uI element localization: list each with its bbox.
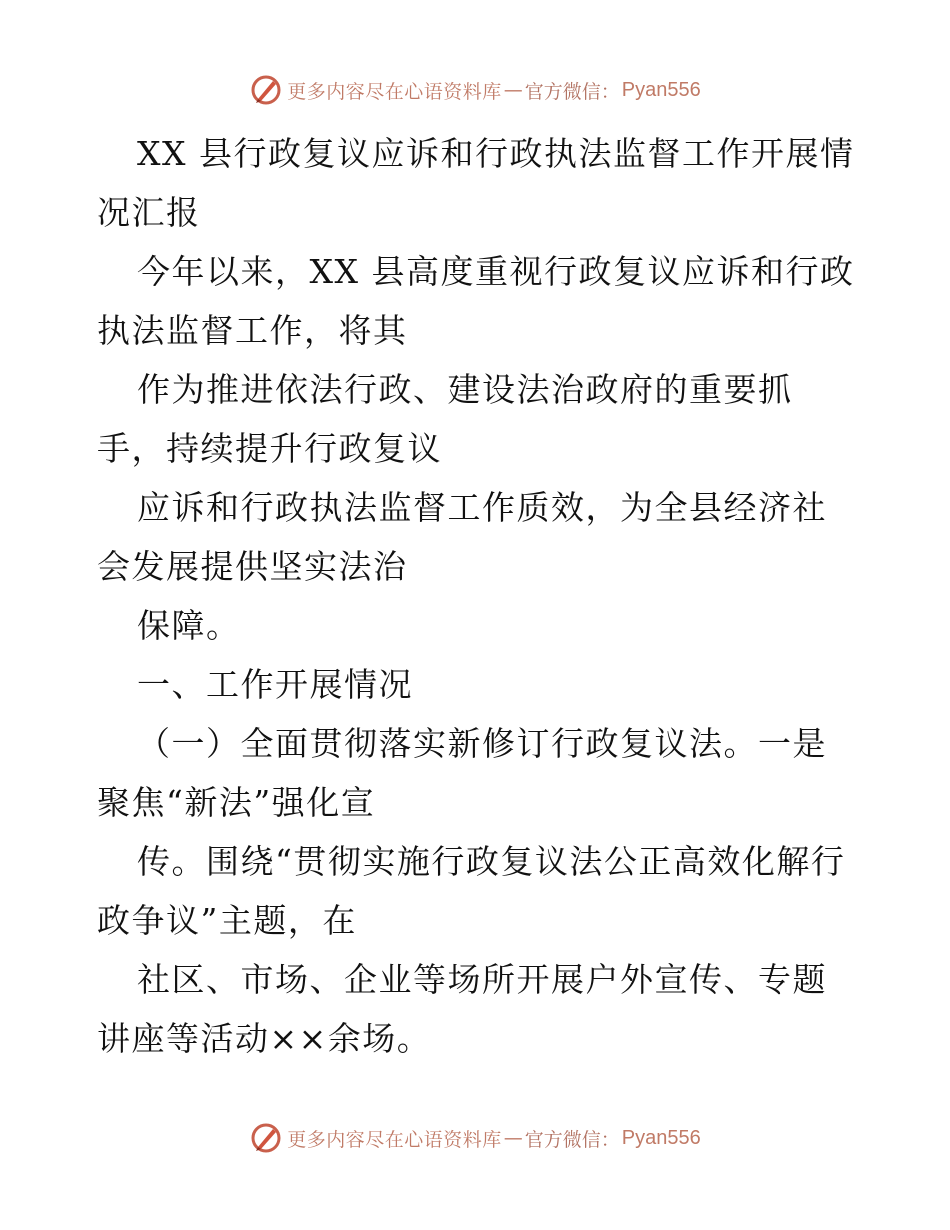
document-body <box>97 124 857 1068</box>
paragraph: 保障。 <box>137 606 241 645</box>
section-heading: 一、工作开展情况 <box>137 665 413 704</box>
watermark-separator: — <box>503 79 523 101</box>
watermark-separator: — <box>503 1127 523 1149</box>
document-title: XX 县行政复议应诉和行政执法监督工作开展情况汇报 <box>97 134 855 232</box>
paragraph: 作为推进依法行政、建设法治政府的重要抓手，持续提升行政复议 <box>97 370 793 468</box>
watermark-wechat-label: 官方微信： <box>524 1128 620 1151</box>
pen-in-circle-icon <box>249 1121 283 1155</box>
header-watermark <box>0 70 950 110</box>
watermark-wechat-label: 官方微信： <box>524 80 620 103</box>
paragraph: 应诉和行政执法监督工作质效，为全县经济社会发展提供坚实法治 <box>97 488 827 586</box>
footer-watermark <box>0 1118 950 1158</box>
watermark-text: 更多内容尽在心语资料库 <box>287 1128 502 1151</box>
paragraph: （一）全面贯彻落实新修订行政复议法。一是聚焦“新法”强化宣 <box>97 724 827 822</box>
pen-in-circle-icon <box>249 73 283 107</box>
watermark-wechat-id: Pyan556 <box>621 1126 701 1149</box>
paragraph: 今年以来，XX 县高度重视行政复议应诉和行政执法监督工作，将其 <box>97 252 855 350</box>
watermark-text: 更多内容尽在心语资料库 <box>287 80 502 103</box>
paragraph: 传。围绕“贯彻实施行政复议法公正高效化解行政争议”主题，在 <box>97 842 846 940</box>
paragraph: 社区、市场、企业等场所开展户外宣传、专题讲座等活动××余场。 <box>97 960 827 1058</box>
watermark-wechat-id: Pyan556 <box>621 78 701 101</box>
